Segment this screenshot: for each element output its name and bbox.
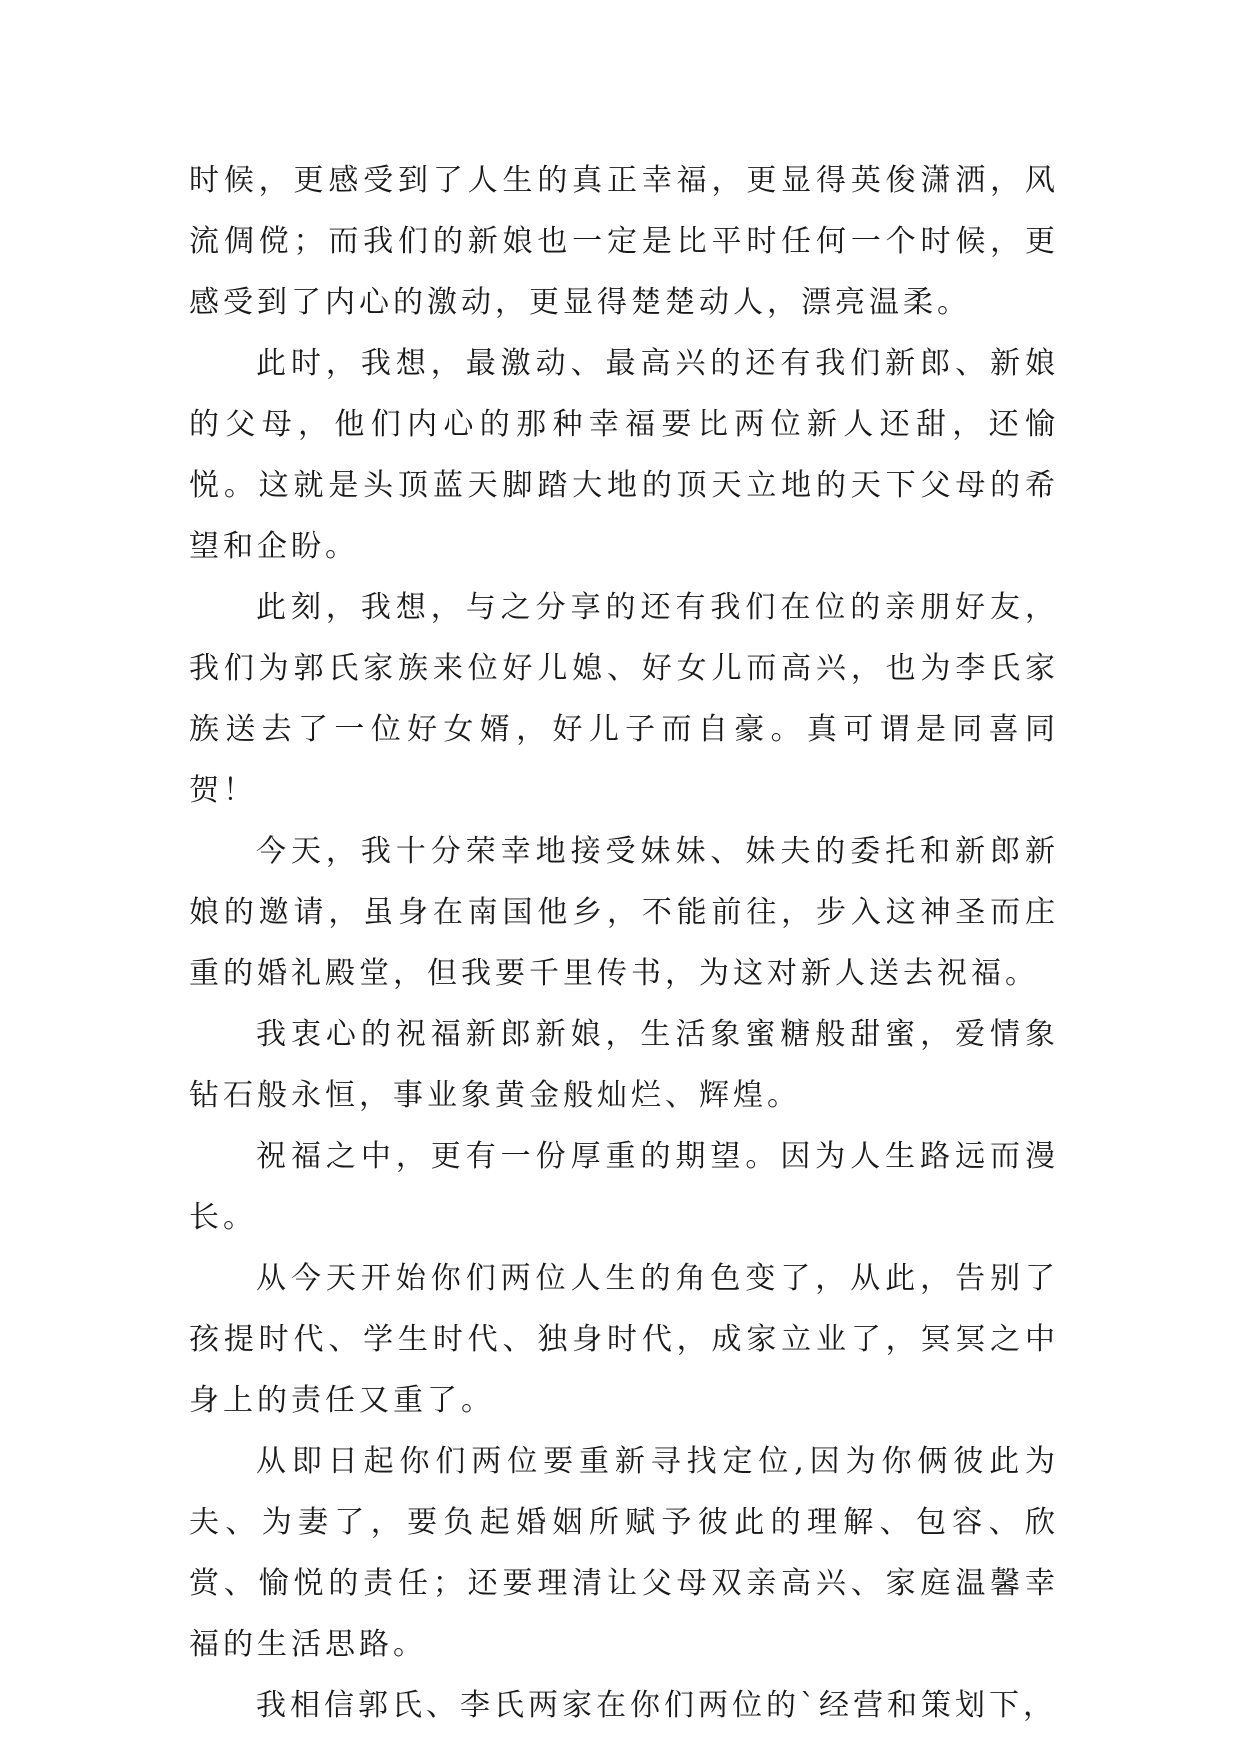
- paragraph: 从即日起你们两位要重新寻找定位,因为你俩彼此为夫、为妻了，要负起婚姻所赋予彼此的理解、包容、欣赏、愉悦的责任；还要理清让父母双亲高兴、家庭温馨幸福的生活思路。: [189, 1444, 1059, 1662]
- paragraph: 此刻，我想，与之分享的还有我们在位的亲朋好友，我们为郭氏家族来位好儿媳、好女儿而高兴，也为李氏家族送去了一位好女婿，好儿子而自豪。真可谓是同喜同贺！: [189, 590, 1059, 808]
- paragraph: 此时，我想，最激动、最高兴的还有我们新郎、新娘的父母，他们内心的那种幸福要比两位新人还甜，还愉悦。这就是头顶蓝天脚踏大地的顶天立地的天下父母的希望和企盼。: [189, 346, 1059, 564]
- paragraph: 今天，我十分荣幸地接受妹妹、妹夫的委托和新郎新娘的邀请，虽身在南国他乡，不能前往，步入这神圣而庄重的婚礼殿堂，但我要千里传书，为这对新人送去祝福。: [189, 834, 1059, 991]
- paragraph: 我相信郭氏、李氏两家在你们两位的`经营和策划下，: [256, 1688, 1057, 1723]
- paragraph: 从今天开始你们两位人生的角色变了，从此，告别了孩提时代、学生时代、独身时代，成家立业了，冥冥之中身上的责任又重了。: [189, 1261, 1059, 1418]
- paragraph: 祝福之中，更有一份厚重的期望。因为人生路远而漫长。: [189, 1139, 1059, 1235]
- paragraph: 时候，更感受到了人生的真正幸福，更显得英俊潇洒，风流倜傥；而我们的新娘也一定是比平时任何一个时候，更感受到了内心的激动，更显得楚楚动人，漂亮温柔。: [189, 163, 1059, 320]
- paragraph: 我衷心的祝福新郎新娘，生活象蜜糖般甜蜜，爱情象钻石般永恒，事业象黄金般灿烂、辉煌。: [189, 1017, 1059, 1113]
- document-body: [189, 150, 1059, 1736]
